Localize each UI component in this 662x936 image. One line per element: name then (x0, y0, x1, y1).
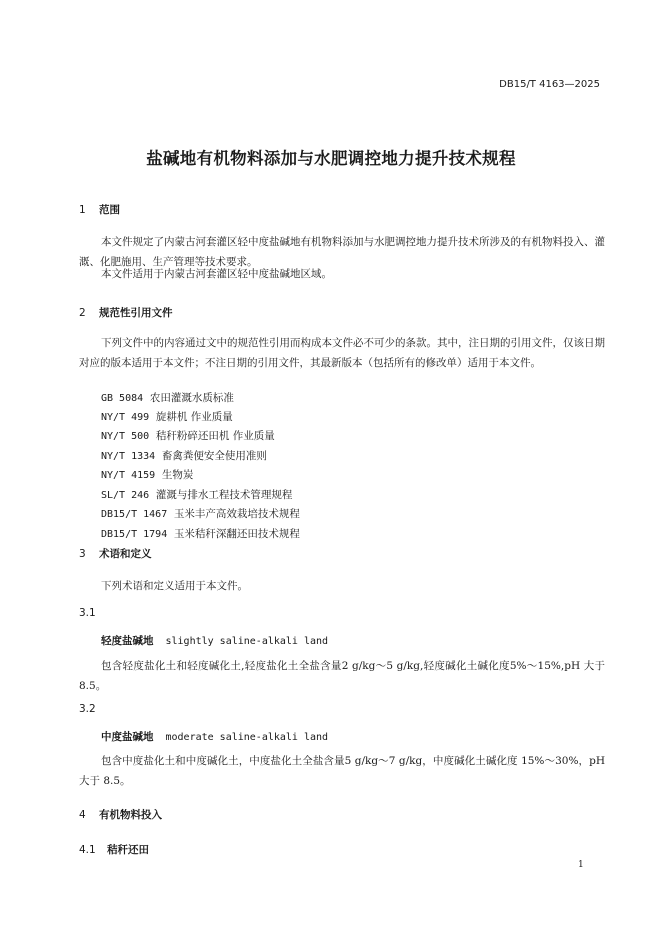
reference-code: DB15/T 1794 (101, 529, 168, 540)
section-number: 3 (79, 548, 86, 560)
section-title: 术语和定义 (99, 548, 152, 560)
subsection-4-1-heading (79, 842, 149, 857)
term-chinese: 中度盐碱地 (101, 731, 154, 743)
subsection-title: 秸秆还田 (107, 844, 149, 856)
section-3-paragraph-1: 下列术语和定义适用于本文件。 (101, 580, 248, 592)
term-3-1-definition: 包含轻度盐化土和轻度碱化土,轻度盐化土全盐含量2 g/kg～5 g/kg,轻度碱化土碱化度5%～15%,pH 大于 8.5。 (79, 660, 605, 692)
reference-title: 生物炭 (161, 469, 194, 481)
reference-title: 灌溉与排水工程技术管理规程 (155, 489, 293, 501)
term-3-2-definition: 包含中度盐化土和中度碱化土，中度盐化土全盐含量5 g/kg～7 g/kg，中度碱化土碱化度 15%～30%，pH 大于 8.5。 (79, 755, 605, 787)
term-3-1-number: 3.1 (79, 607, 96, 619)
section-2-paragraph-1: 下列文件中的内容通过文中的规范性引用而构成本文件必不可少的条款。其中，注日期的引用文件，仅该日期对应的版本适用于本文件；不注日期的引用文件，其最新版本（包括所有的修改单）适用于本文件。 (79, 337, 605, 369)
term-chinese: 轻度盐碱地 (101, 635, 154, 647)
section-3-heading (79, 546, 152, 561)
reference-title: 玉米丰产高效栽培技术规程 (173, 508, 300, 520)
page-number: 1 (578, 860, 584, 870)
section-1-paragraph-2: 本文件适用于内蒙古河套灌区轻中度盐碱地区域。 (101, 268, 332, 280)
reference-code: NY/T 1334 (101, 451, 156, 462)
section-1-paragraph-1: 本文件规定了内蒙古河套灌区轻中度盐碱地有机物料添加与水肥调控地力提升技术所涉及的有机物料投入、灌溉、化肥施用、生产管理等技术要求。 (79, 236, 605, 268)
reference-item (101, 448, 267, 463)
section-4-heading (79, 807, 162, 822)
reference-code: NY/T 4159 (101, 470, 156, 481)
section-number: 1 (79, 204, 86, 216)
reference-title: 农田灌溉水质标准 (149, 392, 234, 404)
reference-item (101, 390, 234, 405)
document-number: DB15/T 4163—2025 (499, 79, 600, 90)
reference-title: 秸秆粉碎还田机 作业质量 (155, 430, 275, 442)
subsection-number: 4.1 (79, 844, 96, 856)
reference-title: 玉米秸秆深翻还田技术规程 (173, 528, 300, 540)
reference-item (101, 428, 275, 443)
reference-item (101, 526, 300, 541)
reference-item (101, 487, 292, 502)
section-1-heading (79, 202, 120, 217)
reference-code: SL/T 246 (101, 490, 150, 501)
term-3-2 (101, 729, 328, 744)
section-number: 2 (79, 307, 86, 319)
term-3-1 (101, 633, 328, 648)
reference-item (101, 409, 233, 424)
reference-title: 旋耕机 作业质量 (155, 411, 233, 423)
section-title: 范围 (99, 204, 120, 216)
reference-item (101, 467, 193, 482)
reference-title: 畜禽粪便安全使用准则 (161, 450, 267, 462)
term-english: moderate saline-alkali land (165, 732, 329, 743)
term-english: slightly saline-alkali land (165, 636, 329, 647)
reference-code: GB 5084 (101, 393, 144, 404)
term-3-2-number: 3.2 (79, 703, 96, 715)
section-title: 有机物料投入 (99, 809, 162, 821)
reference-code: NY/T 500 (101, 431, 150, 442)
page-title: 盐碱地有机物料添加与水肥调控地力提升技术规程 (146, 149, 516, 168)
reference-item (101, 506, 300, 521)
reference-code: DB15/T 1467 (101, 509, 168, 520)
section-2-heading (79, 305, 173, 320)
section-title: 规范性引用文件 (99, 307, 173, 319)
reference-code: NY/T 499 (101, 412, 150, 423)
section-number: 4 (79, 809, 86, 821)
